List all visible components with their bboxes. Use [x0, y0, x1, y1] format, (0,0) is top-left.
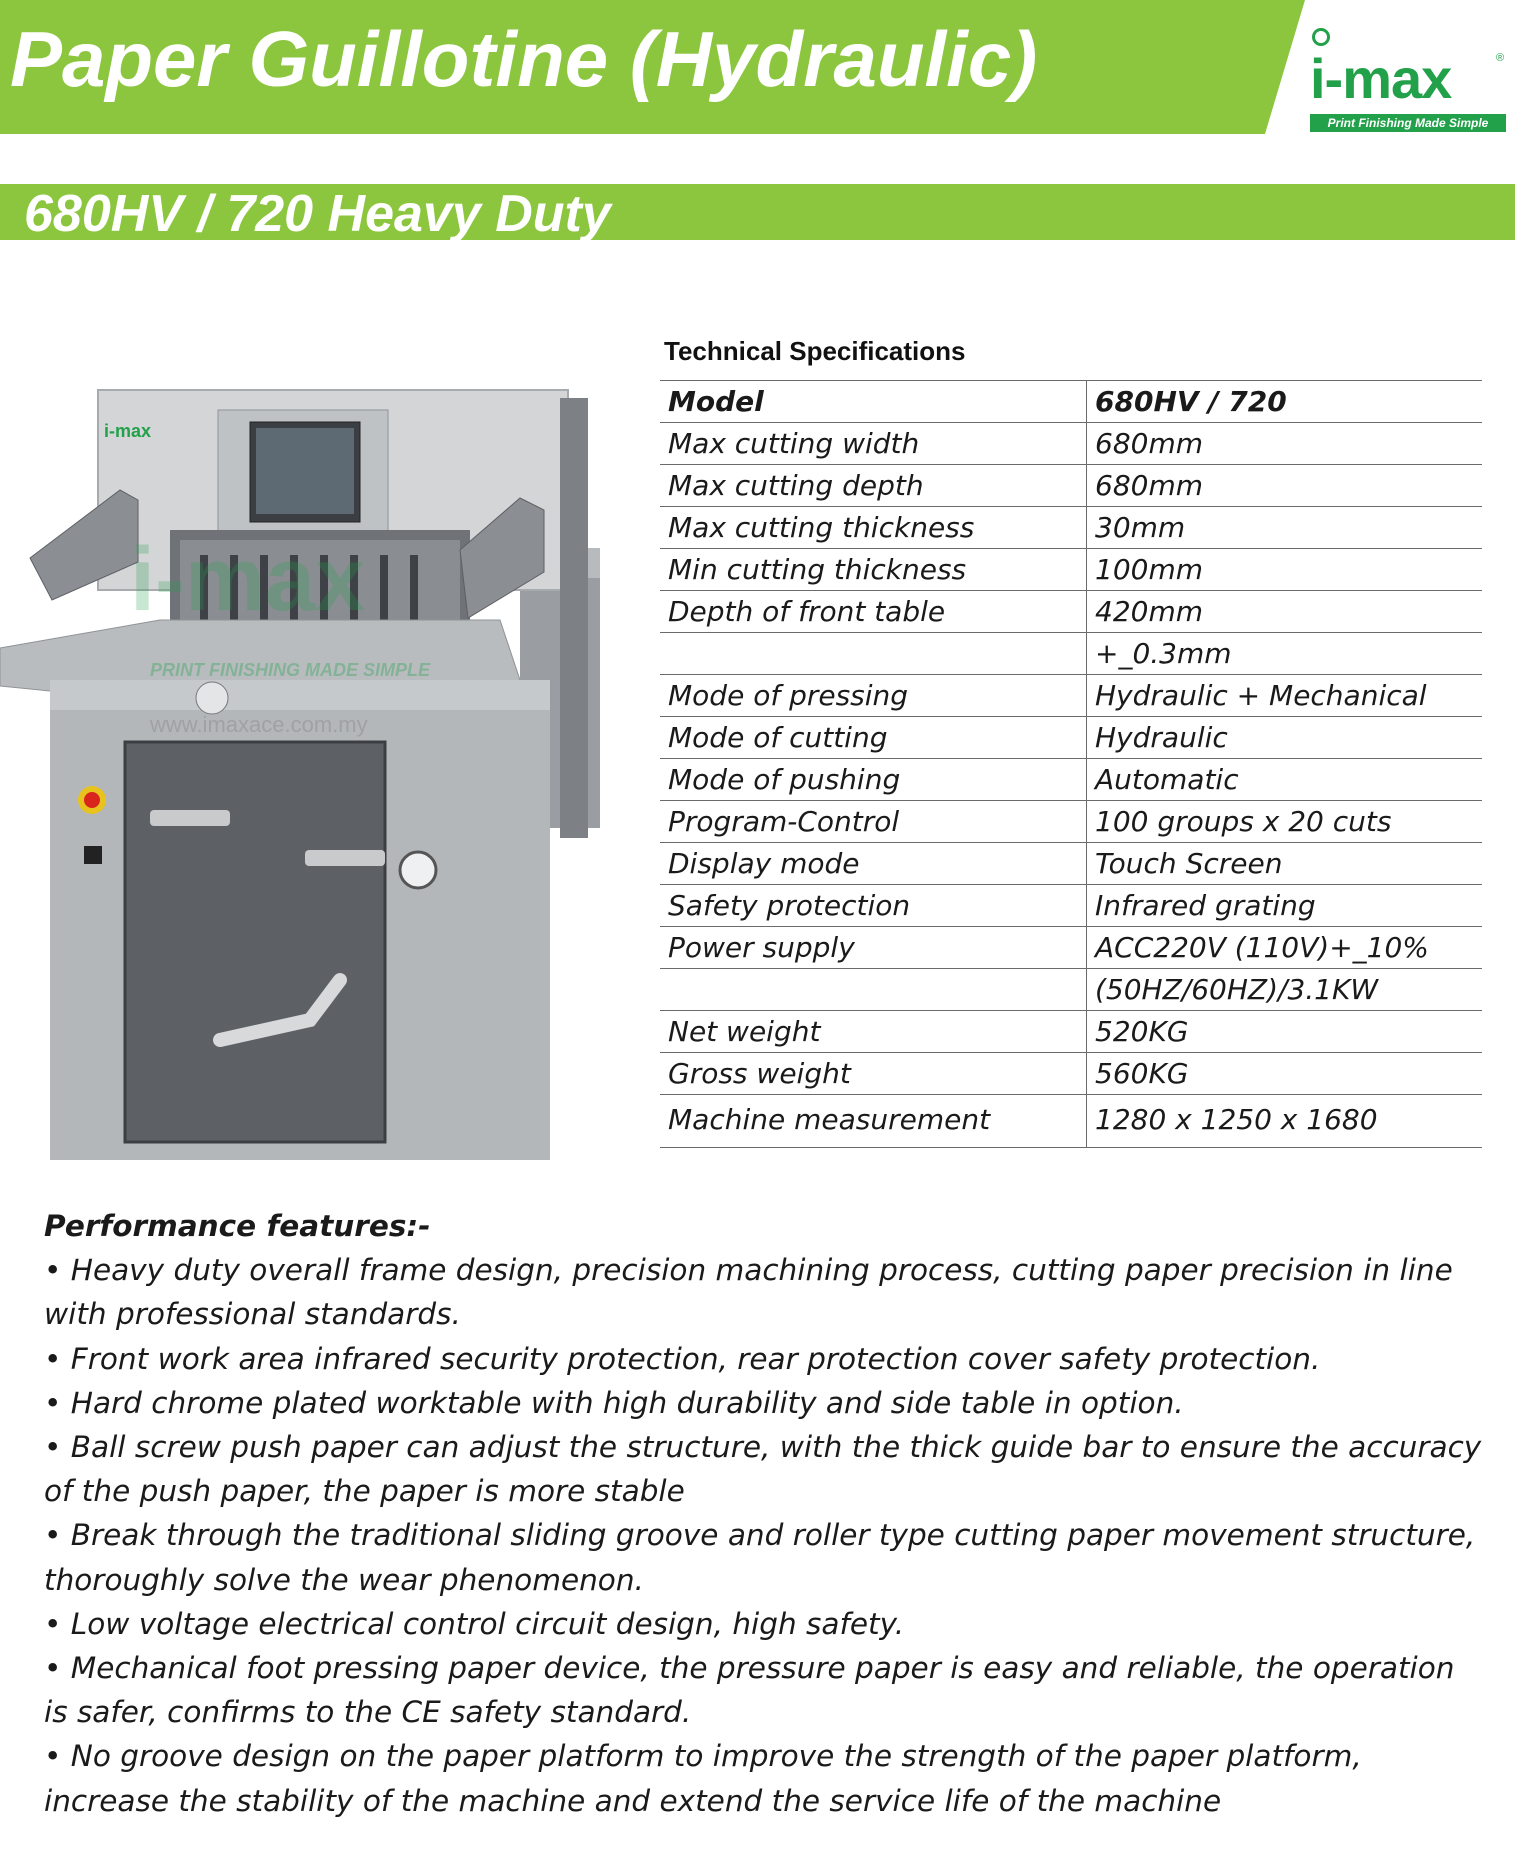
table-row [660, 969, 1482, 1011]
feature-line: • Mechanical foot pressing paper device, the pressure paper is easy and reliable, the operation [44, 1651, 1455, 1686]
spec-label: Max cutting thickness [660, 507, 1087, 549]
spec-value: 680HV / 720 [1087, 381, 1483, 423]
feature-line: • Low voltage electrical control circuit design, high safety. [44, 1606, 905, 1641]
watermark-url: www.imaxace.com.my [150, 712, 368, 737]
page-title: Paper Guillotine (Hydraulic) [10, 15, 1038, 103]
spec-table [660, 380, 1482, 1148]
feature-line: • Break through the traditional sliding groove and roller type cutting paper movement structure, [44, 1518, 1476, 1553]
table-row [660, 465, 1482, 507]
table-row [660, 843, 1482, 885]
page-subtitle: 680HV / 720 Heavy Duty [24, 185, 611, 243]
spec-label: Machine measurement [660, 1095, 1087, 1148]
spec-value: 680mm [1087, 423, 1483, 465]
spec-title: Technical Specifications [664, 336, 966, 366]
feature-line: • No groove design on the paper platform to improve the strength of the paper platform, [44, 1739, 1362, 1774]
table-row [660, 927, 1482, 969]
spec-label: Program-Control [660, 801, 1087, 843]
spec-label: Gross weight [660, 1053, 1087, 1095]
spec-label: Display mode [660, 843, 1087, 885]
table-row [660, 717, 1482, 759]
table-row [660, 675, 1482, 717]
spec-value: 30mm [1087, 507, 1483, 549]
spec-label: Max cutting depth [660, 465, 1087, 507]
feature-line: thoroughly solve the wear phenomenon. [44, 1562, 644, 1597]
feature-line: • Heavy duty overall frame design, precision machining process, cutting paper precision in line [44, 1253, 1453, 1288]
table-row [660, 591, 1482, 633]
feature-line: increase the stability of the machine and extend the service life of the machine [44, 1783, 1222, 1818]
spec-label: Mode of cutting [660, 717, 1087, 759]
feature-line: with professional standards. [44, 1297, 461, 1332]
machine-image [0, 380, 660, 1160]
table-row [660, 507, 1482, 549]
spec-value: 680mm [1087, 465, 1483, 507]
features-heading: Performance features:- [44, 1209, 431, 1243]
table-row [660, 423, 1482, 465]
spec-value: Hydraulic + Mechanical [1087, 675, 1483, 717]
feature-line: • Ball screw push paper can adjust the structure, with the thick guide bar to ensure the accuracy [44, 1430, 1482, 1465]
spec-value: 1280 x 1250 x 1680 [1087, 1095, 1483, 1148]
spec-value: 100mm [1087, 549, 1483, 591]
registered-mark: ® [1496, 52, 1505, 64]
table-row [660, 633, 1482, 675]
spec-label: Mode of pushing [660, 759, 1087, 801]
table-row [660, 1011, 1482, 1053]
brand-tagline: Print Finishing Made Simple [1310, 114, 1506, 132]
spec-label: Depth of front table [660, 591, 1087, 633]
spec-label: Power supply [660, 927, 1087, 969]
spec-value: 100 groups x 20 cuts [1087, 801, 1483, 843]
spec-label [660, 633, 1087, 675]
table-row [660, 549, 1482, 591]
spec-value: ACC220V (110V)+_10% [1087, 927, 1483, 969]
feature-line: is safer, confirms to the CE safety standard. [44, 1695, 692, 1730]
table-row [660, 381, 1482, 423]
spec-label: Safety protection [660, 885, 1087, 927]
spec-value: Automatic [1087, 759, 1483, 801]
spec-label: Mode of pressing [660, 675, 1087, 717]
watermark-tagline: PRINT FINISHING MADE SIMPLE [150, 660, 431, 680]
feature-line: • Hard chrome plated worktable with high durability and side table in option. [44, 1385, 1184, 1420]
spec-value: Touch Screen [1087, 843, 1483, 885]
feature-line: • Front work area infrared security protection, rear protection cover safety protection. [44, 1341, 1321, 1376]
spec-value: (50HZ/60HZ)/3.1KW [1087, 969, 1483, 1011]
spec-label: Max cutting width [660, 423, 1087, 465]
spec-value: 420mm [1087, 591, 1483, 633]
spec-label: Model [660, 381, 1087, 423]
globe-icon [1312, 28, 1330, 46]
table-row [660, 1053, 1482, 1095]
table-row [660, 1095, 1482, 1148]
spec-value: 520KG [1087, 1011, 1483, 1053]
watermark-brand: i-max [130, 530, 366, 630]
brand-logo: i-max [1310, 47, 1452, 110]
spec-label: Min cutting thickness [660, 549, 1087, 591]
spec-value: +_0.3mm [1087, 633, 1483, 675]
spec-value: 560KG [1087, 1053, 1483, 1095]
machine-logo: i-max [104, 421, 152, 441]
spec-value: Infrared grating [1087, 885, 1483, 927]
table-row [660, 759, 1482, 801]
table-row [660, 801, 1482, 843]
spec-label: Net weight [660, 1011, 1087, 1053]
spec-label [660, 969, 1087, 1011]
performance-features [44, 1204, 1484, 1823]
feature-line: of the push paper, the paper is more stable [44, 1474, 685, 1509]
table-row [660, 885, 1482, 927]
spec-value: Hydraulic [1087, 717, 1483, 759]
